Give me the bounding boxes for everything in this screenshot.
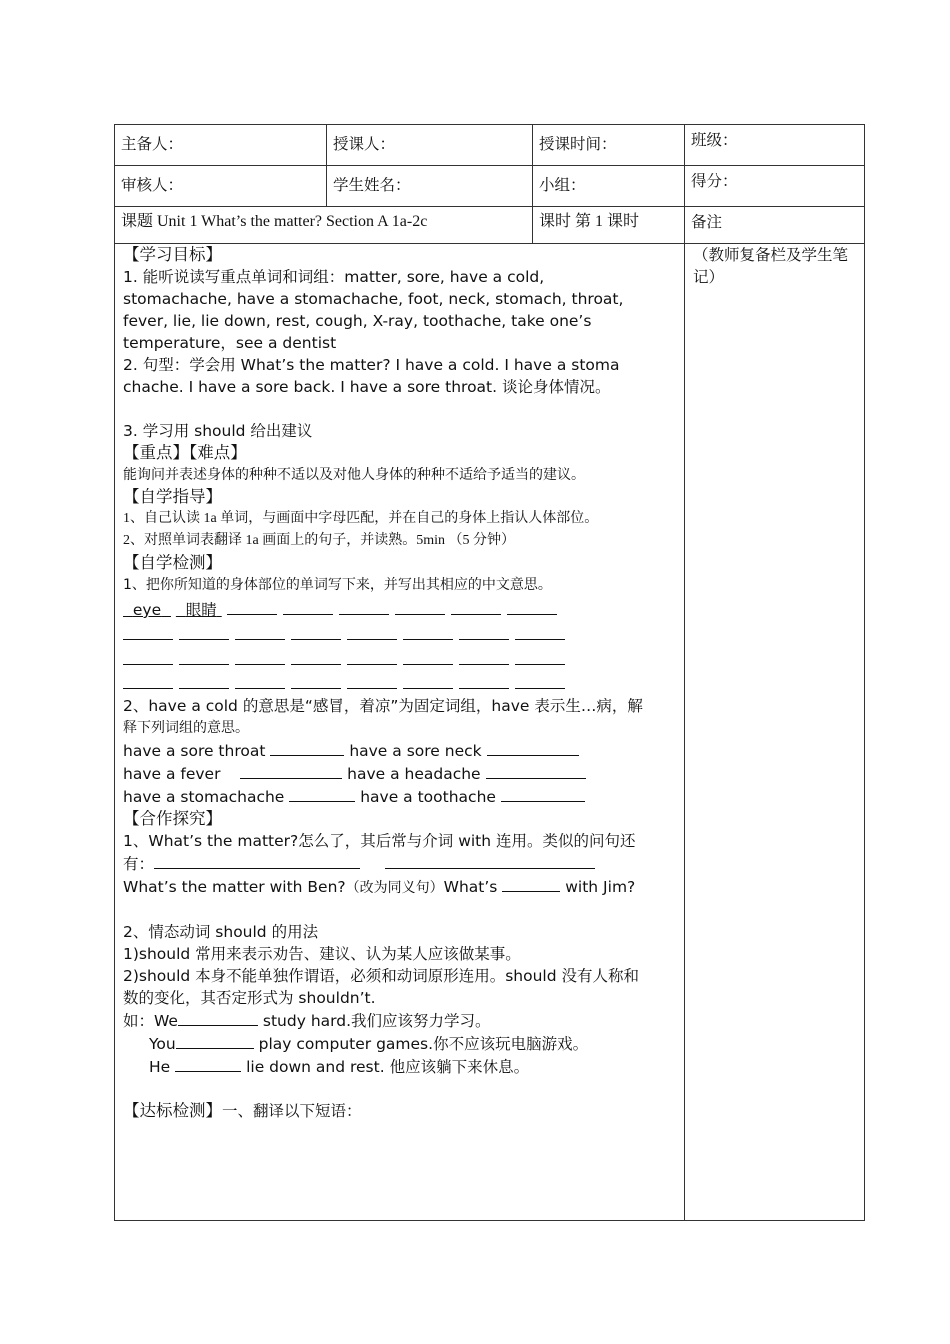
answer-blank[interactable] [123, 670, 173, 689]
assessment-text: 一、翻译以下短语： [222, 1102, 362, 1121]
example-word: eye [132, 601, 162, 619]
lesson-time-cell: 授课时间： [533, 125, 685, 166]
answer-blank[interactable] [154, 852, 360, 869]
teacher-notes-cell: （教师复备栏及学生笔记） [685, 244, 865, 1221]
content-row [115, 244, 865, 1221]
class-cell: 班级： [685, 125, 865, 166]
goals-heading: 【学习目标】 [123, 245, 222, 264]
goals-line: stomachache, have a stomachache, foot, neck, stomach, throat, [123, 290, 624, 308]
answer-blank[interactable] [487, 739, 579, 756]
should-example: 如：We study hard.我们应该努力学习。 [123, 1009, 678, 1032]
self-check-item: 1、把你所知道的身体部位的单词写下来，并写出其相应的中文意思。 [123, 577, 552, 593]
answer-blank[interactable] [339, 596, 389, 615]
answer-blank[interactable] [515, 621, 565, 640]
should-example: He lie down and rest. 他应该躺下来休息。 [123, 1055, 678, 1078]
answer-blank[interactable] [403, 646, 453, 665]
cooperation-line: 有： [123, 852, 678, 875]
body-parts-answer-row [123, 621, 678, 646]
answer-blank[interactable] [179, 670, 229, 689]
answer-blank[interactable] [176, 1032, 254, 1049]
group-cell: 小组： [533, 166, 685, 207]
phrase-row: have a sore throat have a sore neck [123, 739, 678, 762]
lesson-title-cell: 课题 Unit 1 What’s the matter? Section A 1a-2c [115, 207, 533, 244]
answer-blank[interactable] [179, 621, 229, 640]
remarks-header-cell: 备注 [685, 207, 865, 244]
answer-blank[interactable] [175, 1055, 241, 1072]
reviewer-cell: 审核人： [115, 166, 327, 207]
assessment-line [123, 1100, 678, 1122]
self-check-heading: 【自学检测】 [123, 553, 222, 572]
goals-line: 3. 学习用 should 给出建议 [123, 422, 313, 440]
phrase-row: have a fever have a headache [123, 762, 678, 785]
phrase-row: have a stomachache have a toothache [123, 785, 678, 808]
goals-line: fever, lie, lie down, rest, cough, X-ray, toothache, take one’s [123, 312, 592, 330]
goals-line: 2. 句型：学会用 What’s the matter? I have a cold. I have a stoma [123, 356, 620, 374]
lesson-plan-table [114, 124, 865, 1221]
answer-blank[interactable] [347, 670, 397, 689]
should-example: You play computer games.你不应该玩电脑游戏。 [123, 1032, 678, 1055]
answer-blank[interactable] [347, 621, 397, 640]
assessment-heading: 【达标检测】 [123, 1101, 222, 1121]
answer-blank[interactable] [270, 739, 344, 756]
answer-blank[interactable] [502, 875, 560, 892]
answer-blank[interactable] [240, 762, 342, 779]
answer-blank[interactable] [291, 621, 341, 640]
should-rule: 2)should 本身不能单独作谓语，必须和动词原形连用。should 没有人称和 [123, 967, 639, 986]
answer-blank[interactable] [486, 762, 586, 779]
answer-blank[interactable] [459, 646, 509, 665]
answer-blank[interactable] [403, 621, 453, 640]
rewrite-line: What’s the matter with Ben?（改为同义句）What’s with Jim? [123, 875, 678, 899]
answer-blank[interactable] [385, 852, 595, 869]
body-parts-answer-row [123, 646, 678, 671]
answer-blank[interactable] [291, 646, 341, 665]
score-cell: 得分： [685, 166, 865, 207]
answer-blank[interactable] [179, 646, 229, 665]
main-content-cell [115, 244, 685, 1221]
answer-blank[interactable] [395, 596, 445, 615]
cooperation-line: 1、What’s the matter?怎么了，其后常与介词 with 连用。类似的问句还 [123, 832, 636, 851]
answer-blank[interactable] [403, 670, 453, 689]
answer-blank[interactable] [289, 785, 355, 802]
key-points-text: 能询问并表述身体的种种不适以及对他人身体的种种不适给予适当的建议。 [123, 467, 585, 483]
answer-blank[interactable] [459, 670, 509, 689]
answer-blank[interactable] [283, 596, 333, 615]
lesson-plan-page [114, 124, 864, 1221]
answer-blank[interactable] [451, 596, 501, 615]
answer-blank[interactable] [123, 621, 173, 640]
header-row-2 [115, 166, 865, 207]
self-check-item: 2、have a cold 的意思是“感冒，着凉”为固定词组，have 表示生…病，解 [123, 697, 643, 716]
answer-blank[interactable] [291, 670, 341, 689]
teacher-cell: 授课人： [327, 125, 533, 166]
self-study-item: 2、对照单词表翻译 1a 画面上的句子，并读熟。5min （5 分钟） [123, 533, 515, 548]
answer-blank[interactable] [501, 785, 585, 802]
answer-blank[interactable] [178, 1009, 258, 1026]
self-check-item: 释下列词组的意思。 [123, 720, 249, 737]
answer-blank[interactable] [235, 670, 285, 689]
self-study-item: 1、自己认读 1a 单词，与画面中字母匹配，并在自己的身体上指认人体部位。 [123, 511, 599, 526]
key-points-heading: 【重点】【难点】 [123, 443, 247, 462]
answer-blank[interactable] [235, 646, 285, 665]
self-study-heading: 【自学指导】 [123, 487, 222, 506]
answer-blank[interactable] [347, 646, 397, 665]
answer-blank[interactable] [515, 646, 565, 665]
should-rule: 1)should 常用来表示劝告、建议、认为某人应该做某事。 [123, 945, 521, 964]
lesson-period-cell: 课时 第 1 课时 [533, 207, 685, 244]
answer-blank[interactable] [515, 670, 565, 689]
should-rule: 数的变化，其否定形式为 shouldn’t. [123, 989, 376, 1008]
answer-blank[interactable] [459, 621, 509, 640]
goals-line: temperature，see a dentist [123, 334, 337, 352]
goals-line: 1. 能听说读写重点单词和词组：matter, sore, have a cold, [123, 268, 545, 286]
lead-preparer-cell: 主备人： [115, 125, 327, 166]
answer-blank[interactable] [123, 646, 173, 665]
body-parts-answer-row [123, 670, 678, 695]
header-row-1 [115, 125, 865, 166]
header-row-3 [115, 207, 865, 244]
body-parts-answer-row [123, 596, 678, 621]
cooperation-line: 2、情态动词 should 的用法 [123, 923, 319, 942]
answer-blank[interactable] [235, 621, 285, 640]
answer-blank[interactable] [507, 596, 557, 615]
student-name-cell: 学生姓名： [327, 166, 533, 207]
goals-line: chache. I have a sore back. I have a sore throat. 谈论身体情况。 [123, 378, 611, 396]
answer-blank[interactable] [227, 596, 277, 615]
example-meaning: 眼睛 [185, 601, 217, 619]
cooperation-heading: 【合作探究】 [123, 809, 222, 829]
